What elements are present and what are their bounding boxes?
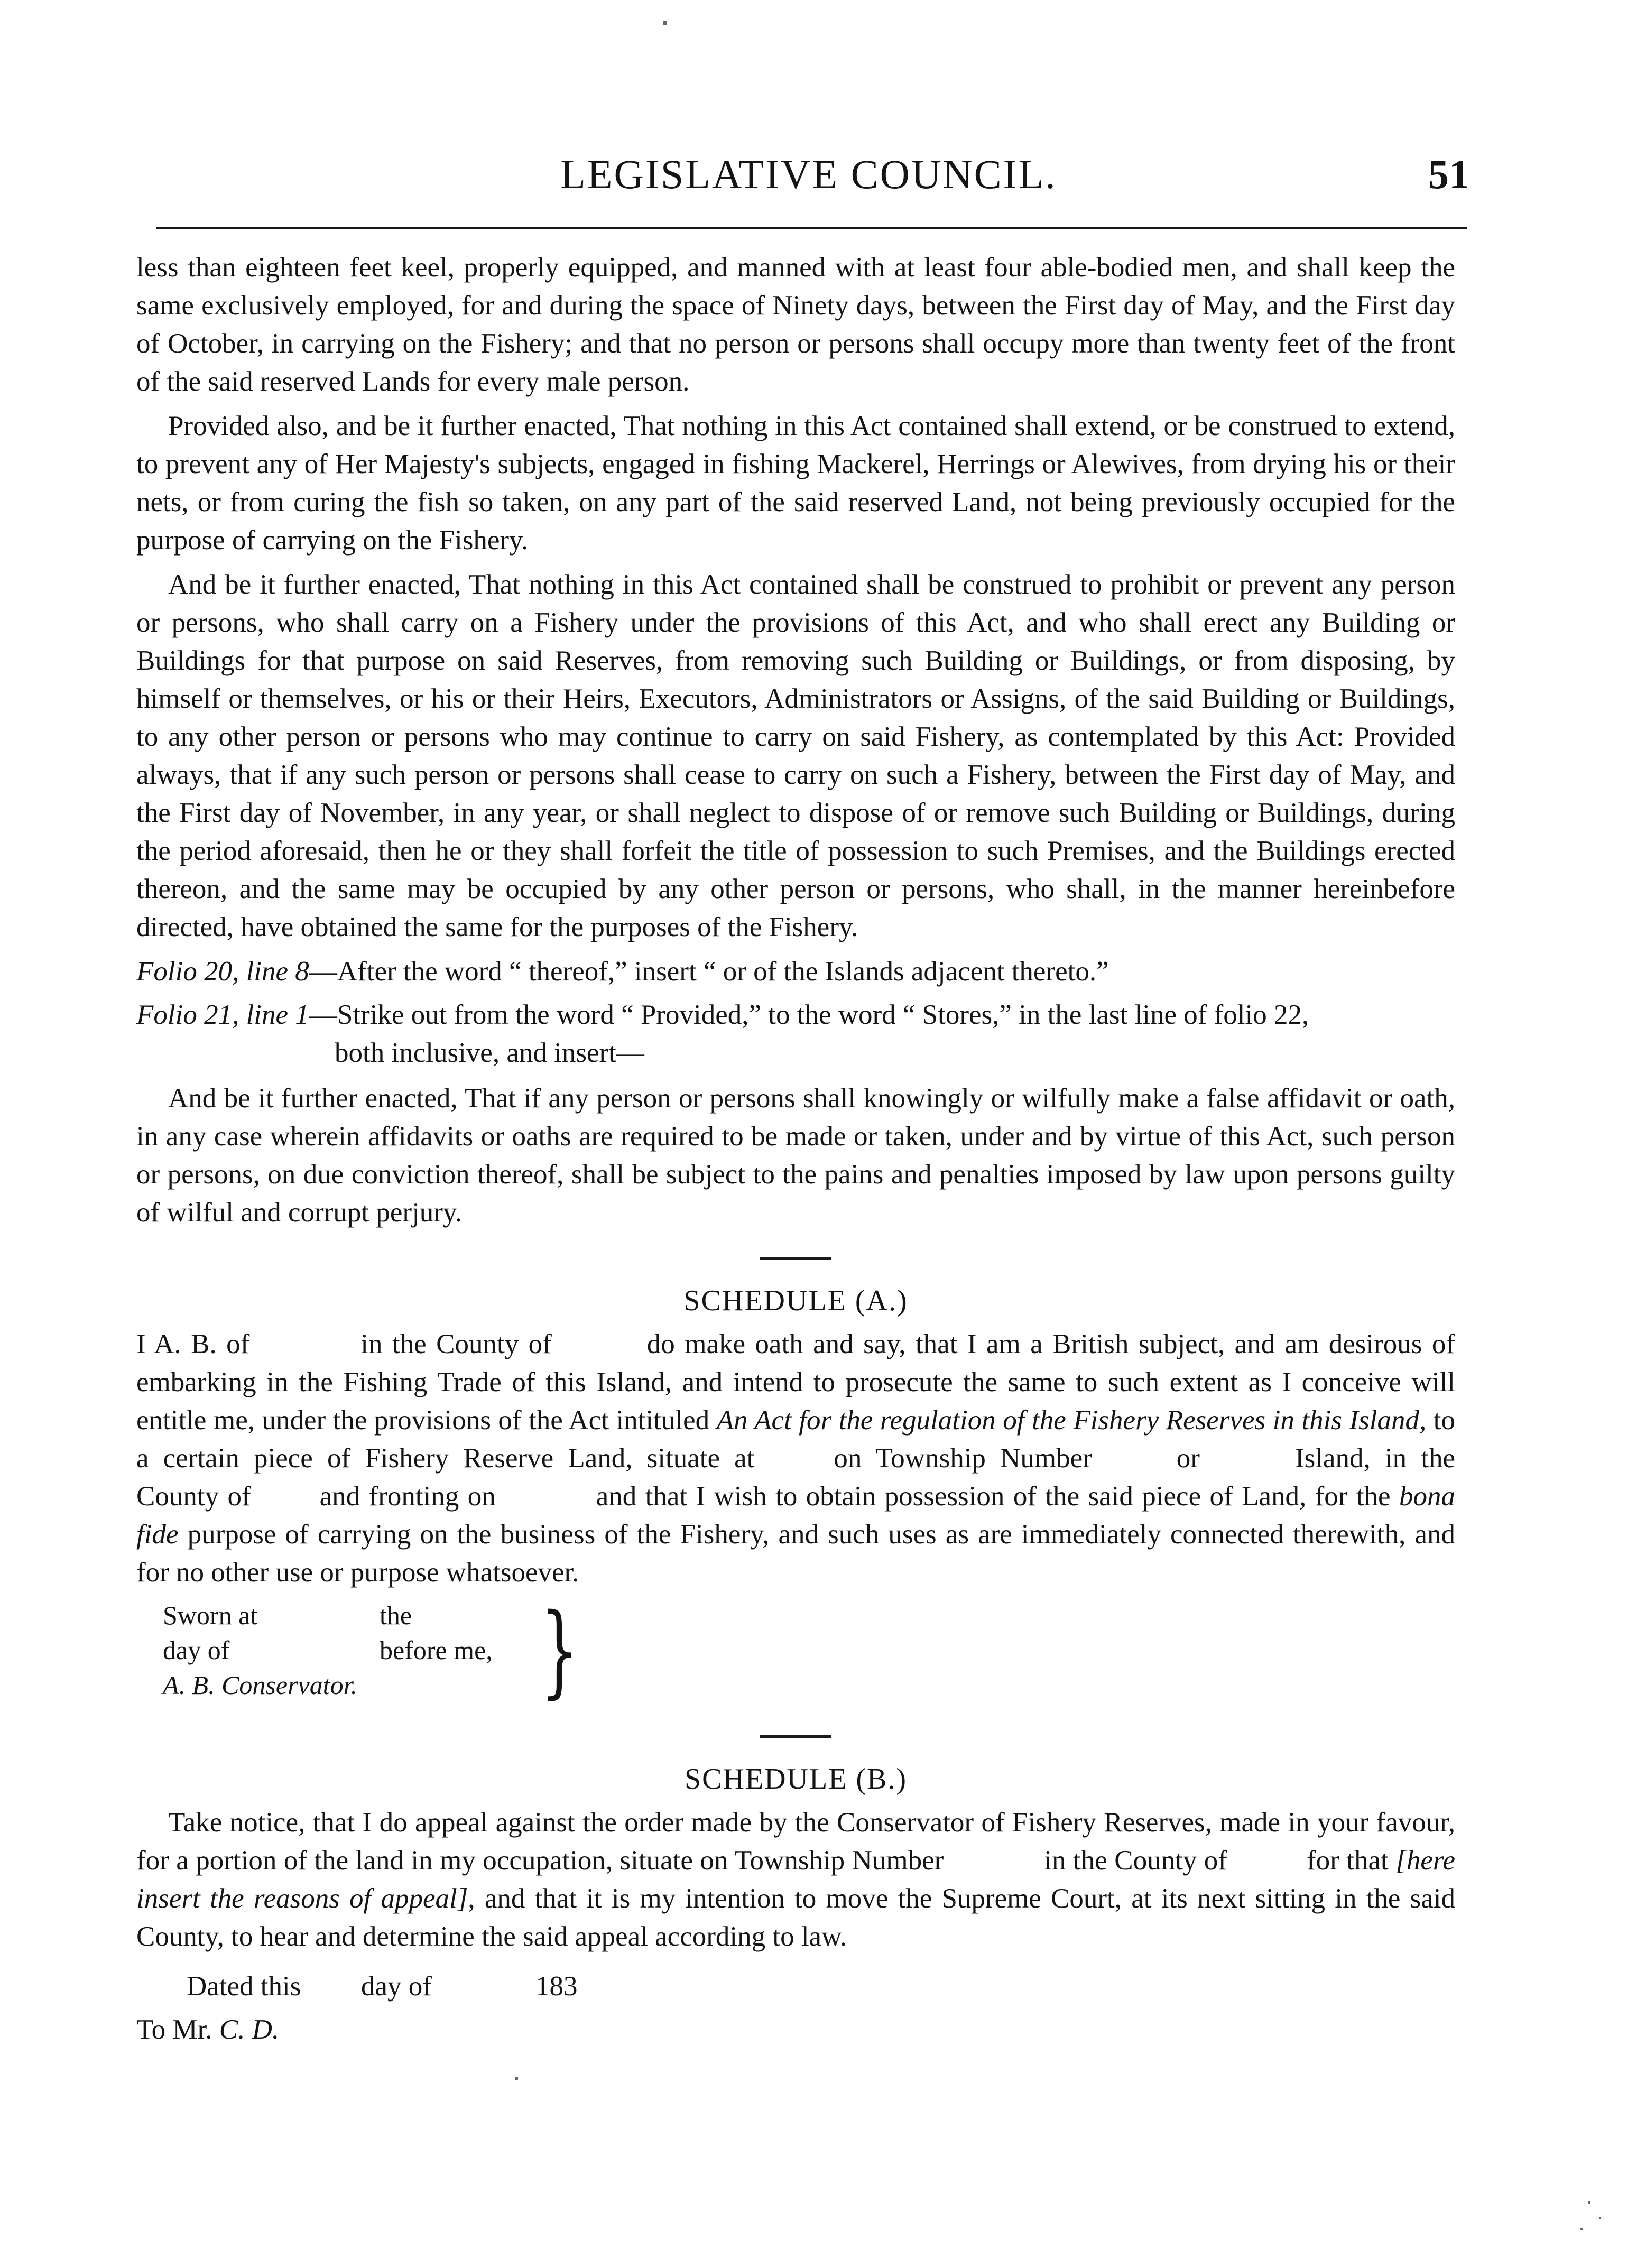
act-title: An Act for the regulation of the Fishery Reserves in this Island,	[716, 1405, 1427, 1436]
oath-text: to a certain piece of Fishery Reserve Land, situate at	[136, 1405, 1455, 1474]
notice-text: in the County of	[1044, 1845, 1227, 1876]
oath-text: and that I wish to obtain possession of the said piece of Land, for the	[596, 1481, 1391, 1512]
folio-amendment-1	[136, 952, 1455, 990]
body-text	[136, 248, 1455, 2049]
conservator-signature: A. B. Conservator.	[163, 1670, 358, 1700]
paragraph-1: less than eighteen feet keel, properly equipped, and manned with at least four able-bodied men, and shall keep the same exclusively employed, for and during the space of Ninety days, between the First day of May, and the First day of October, in carrying on the Fishery; and that no person or persons shall occupy more than twenty feet of the front of the said reserved Lands for every male person.	[136, 252, 1455, 397]
dated-label: Dated this	[187, 1971, 301, 2002]
folio-text: —Strike out from the word “ Provided,” to the word “ Stores,” in the last line of folio 22,	[309, 999, 1309, 1030]
sworn-at-label: Sworn at	[163, 1600, 258, 1630]
sworn-left-column	[163, 1598, 357, 1702]
schedule-a-title: SCHEDULE (A.)	[683, 1284, 908, 1317]
latin-phrase: bona fide	[136, 1481, 1456, 1550]
day-of-label: day of	[361, 1971, 432, 2002]
curly-brace: }	[540, 1592, 579, 1709]
folio-text: —After the word “ thereof,” insert “ or of the Islands adjacent thereto.”	[309, 956, 1109, 987]
oath-text: do make oath and say, that I am a British subject, and am desirous of embarking in the Fishing Trade of this Island, and intend to prosecute the same to such extent as I conceive will entitle me, under the provisions of the Act intituled	[136, 1329, 1455, 1436]
before-me-label: before me,	[380, 1635, 493, 1665]
scan-speck	[1580, 2228, 1583, 2230]
notice-text: Take notice, that I do appeal against the order made by the Conservator of Fishery Reserves, made in your favour, for a portion of the land in my occupation, situate on Township Number	[136, 1807, 1455, 1876]
oath-text: on Township Number	[834, 1443, 1092, 1474]
folio-ref: Folio 21, line 1	[136, 999, 309, 1030]
addressee-name: C. D.	[219, 2014, 280, 2045]
paragraph-2: Provided also, and be it further enacted, That nothing in this Act contained shall extend, or be construed to extend, to prevent any of Her Majesty's subjects, engaged in fishing Mackerel, Herrings or Alewives, from drying his or their nets, or from curing the fish so taken, on any part of the said reserved Land, not being previously occupied for the purpose of carrying on the Fishery.	[136, 411, 1455, 556]
page-number: 51	[1428, 151, 1469, 197]
day-of-label: day of	[163, 1635, 230, 1665]
paragraph-4: And be it further enacted, That if any person or persons shall knowingly or wilfully make a false affidavit or oath, in any case wherein affidavits or oaths are required to be made or taken, under and by virtue of this Act, such person or persons, on due conviction thereof, shall be subject to the pains and penalties imposed by law upon persons guilty of wilful and corrupt perjury.	[136, 1083, 1455, 1228]
scan-speck	[515, 2077, 518, 2080]
oath-text: Island, in the County of	[136, 1443, 1456, 1512]
the-label: the	[380, 1600, 412, 1630]
schedule-a-oath	[136, 1325, 1455, 1591]
folio-amendment-2	[136, 996, 1455, 1072]
section-separator	[760, 1257, 831, 1260]
sworn-right-column	[380, 1598, 493, 1668]
oath-text: or	[1176, 1443, 1200, 1474]
running-title: LEGISLATIVE COUNCIL.	[560, 151, 1057, 197]
schedule-b-notice	[136, 1803, 1455, 1956]
folio-continuation: both inclusive, and insert—	[335, 1038, 644, 1068]
addressee-line	[136, 2011, 1455, 2049]
appeal-reasons-placeholder: [here insert the reasons of appeal]	[136, 1845, 1456, 1914]
header-rule	[156, 227, 1467, 229]
oath-text: and fronting on	[319, 1481, 496, 1512]
folio-ref: Folio 20, line 8	[136, 956, 309, 987]
oath-text: I A. B. of	[136, 1329, 250, 1359]
page-header	[148, 145, 1469, 203]
paragraph-3: And be it further enacted, That nothing in this Act contained shall be construed to prohibit or prevent any person or persons, who shall carry on a Fishery under the provisions of this Act, and who shall erect any Building or Buildings for that purpose on said Reserves, from removing such Building or Buildings, or from disposing, by himself or themselves, or his or their Heirs, Executors, Administrators or Assigns, of the said Building or Buildings, to any other person or persons who may continue to carry on said Fishery, as contemplated by this Act: Provided always, that if any such person or persons shall cease to carry on such a Fishery, between the First day of May, and the First day of November, in any year, or shall neglect to dispose of or remove such Building or Buildings, during the period aforesaid, then he or they shall forfeit the title of possession to such Premises, and the Buildings erected thereon, and the same may be occupied by any other person or persons, who shall, in the manner hereinbefore directed, have obtained the same for the purposes of the Fishery.	[136, 569, 1455, 942]
oath-text: purpose of carrying on the business of the Fishery, and such uses as are immediately connected therewith, and for no other use or purpose whatsoever.	[136, 1519, 1456, 1588]
scan-speck	[663, 21, 667, 25]
scan-speck	[1599, 2217, 1601, 2219]
dated-line	[136, 1967, 1455, 2005]
sworn-block	[136, 1592, 1455, 1725]
notice-text: , and that it is my intention to move the Supreme Court, at its next sitting in the said County, to hear and determine the said appeal according to law.	[136, 1883, 1455, 1952]
schedule-b-title: SCHEDULE (B.)	[684, 1763, 908, 1795]
year-label: 183	[535, 1971, 578, 2002]
section-separator	[760, 1735, 831, 1738]
oath-text: in the County of	[360, 1329, 552, 1359]
to-label: To Mr.	[136, 2014, 212, 2045]
scan-speck	[1588, 2201, 1590, 2204]
notice-text: for that	[1306, 1845, 1389, 1876]
